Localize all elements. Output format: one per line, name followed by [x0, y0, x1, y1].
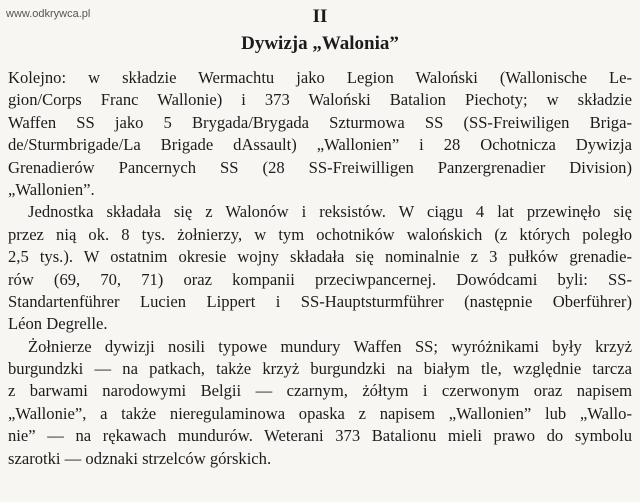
chapter-title: Dywizja „Walonia”	[241, 33, 399, 54]
text-line: Standartenführer Lucien Lippert i SS-Hauptsturmführer (następnie Oberführer)	[8, 291, 632, 311]
text-line: burgundzki — na patkach, także krzyż burgundzki na białym tle, względnie tarcza	[8, 359, 632, 379]
text-line: Kolejno: w składzie Wermachtu jako Legion Waloński (Wallonische Le-	[8, 68, 632, 87]
text-line: z barwami narodowymi Belgii — czarnym, żółtym i czerwonym oraz napisem	[8, 381, 632, 401]
text-line: Waffen SS jako 5 Brygada/Brygada Szturmowa SS (SS-Freiwiligen Briga-	[8, 112, 632, 132]
text-line: Grenadierów Pancernych SS (28 SS-Freiwilligen Panzergrenadier Division)	[8, 157, 632, 177]
text-line: rów (69, 70, 71) oraz kompanii przeciwpancernej. Dowódcami byli: SS-	[8, 269, 632, 289]
text-line: „Wallonien”.	[8, 179, 95, 199]
text-line: szarotki — odznaki strzelców górskich.	[8, 448, 272, 468]
text-line: Żołnierze dywizji nosili typowe mundury Waffen SS; wyróżnikami były krzyż	[28, 336, 632, 356]
text-line: „Wallonie”, a także nieregulaminowa opaska z napisem „Wallonien” lub „Wallo-	[8, 403, 632, 423]
chapter-number: II	[312, 6, 328, 27]
text-line: Léon Degrelle.	[8, 314, 108, 334]
text-line: nie” — na rękawach mundurów. Weterani 373 Batalionu mieli prawo do symbolu	[8, 426, 632, 446]
text-line: przez nią ok. 8 tys. żołnierzy, w tym ochotników walońskich (z których poległo	[8, 224, 632, 244]
body-text	[8, 67, 632, 470]
text-line: de/Sturmbrigade/La Brigade dAssault) „Wallonien” i 28 Ochotnicza Dywizja	[8, 135, 632, 155]
text-line: 2,5 tys.). W ostatnim okresie wojny składała się nominalnie z 3 pułków grenadie-	[8, 247, 632, 267]
text-line: gion/Corps Franc Wallonie) i 373 Waloński Batalion Piechoty; w składzie	[8, 90, 632, 110]
text-line: Jednostka składała się z Walonów i reksistów. W ciągu 4 lat przewinęło się	[28, 202, 632, 222]
watermark: www.odkrywca.pl	[6, 8, 91, 20]
